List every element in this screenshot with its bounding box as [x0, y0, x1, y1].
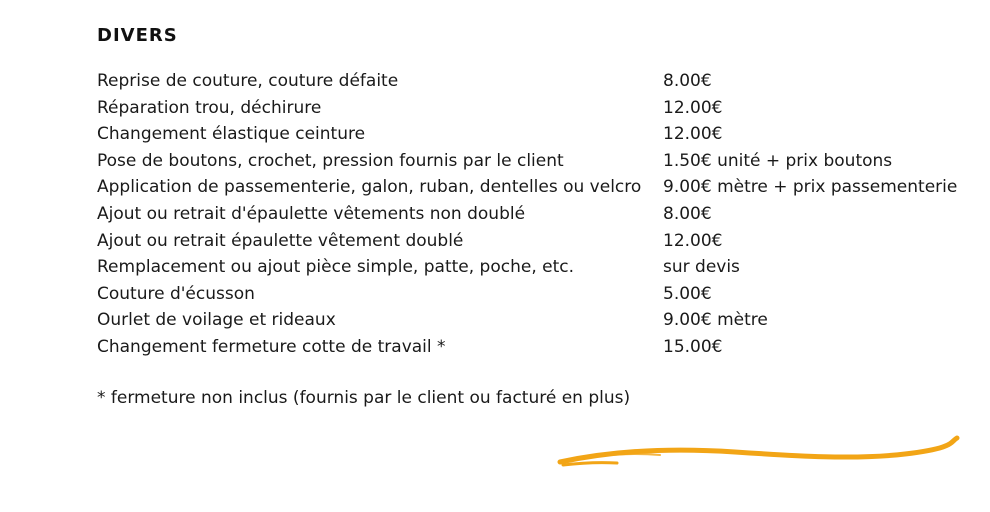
service-label: Changement élastique ceinture — [97, 124, 366, 145]
service-price: 8.00€ — [663, 203, 712, 224]
service-label: Ajout ou retrait épaulette vêtement doublé — [97, 230, 464, 251]
service-label: Couture d'écusson — [97, 283, 255, 304]
price-row — [97, 254, 977, 281]
service-price: 12.00€ — [663, 124, 723, 145]
price-row — [97, 281, 977, 308]
service-label: Application de passementerie, galon, ruban, dentelles ou velcro — [97, 177, 642, 198]
service-price: 12.00€ — [663, 97, 723, 118]
price-row — [97, 228, 977, 255]
service-price: 15.00€ — [663, 336, 723, 357]
price-row — [97, 334, 977, 361]
service-label: Réparation trou, déchirure — [97, 97, 322, 118]
service-price: 12.00€ — [663, 230, 723, 251]
service-label: Ourlet de voilage et rideaux — [97, 310, 336, 331]
price-row — [97, 174, 977, 201]
service-label: Pose de boutons, crochet, pression fournis par le client — [97, 150, 564, 171]
price-row — [97, 307, 977, 334]
service-price: 5.00€ — [663, 283, 712, 304]
service-price: sur devis — [663, 257, 740, 278]
price-row — [97, 201, 977, 228]
service-price: 9.00€ mètre — [663, 310, 768, 331]
footnote: * fermeture non inclus (fournis par le client ou facturé en plus) — [97, 388, 631, 408]
section-title: DIVERS — [97, 25, 178, 46]
price-row — [97, 121, 977, 148]
service-label: Reprise de couture, couture défaite — [97, 71, 399, 91]
service-price: 9.00€ mètre + prix passementerie — [663, 177, 958, 198]
price-row — [97, 68, 977, 95]
service-price: 1.50€ unité + prix boutons — [663, 150, 893, 171]
service-price: 8.00€ — [663, 71, 712, 91]
service-label: Changement fermeture cotte de travail * — [97, 336, 446, 357]
price-row — [97, 95, 977, 122]
brush-stroke-swoosh-icon — [555, 432, 965, 480]
price-row — [97, 148, 977, 175]
service-label: Remplacement ou ajout pièce simple, patte, poche, etc. — [97, 257, 574, 278]
service-label: Ajout ou retrait d'épaulette vêtements non doublé — [97, 203, 526, 224]
price-list — [97, 68, 977, 361]
